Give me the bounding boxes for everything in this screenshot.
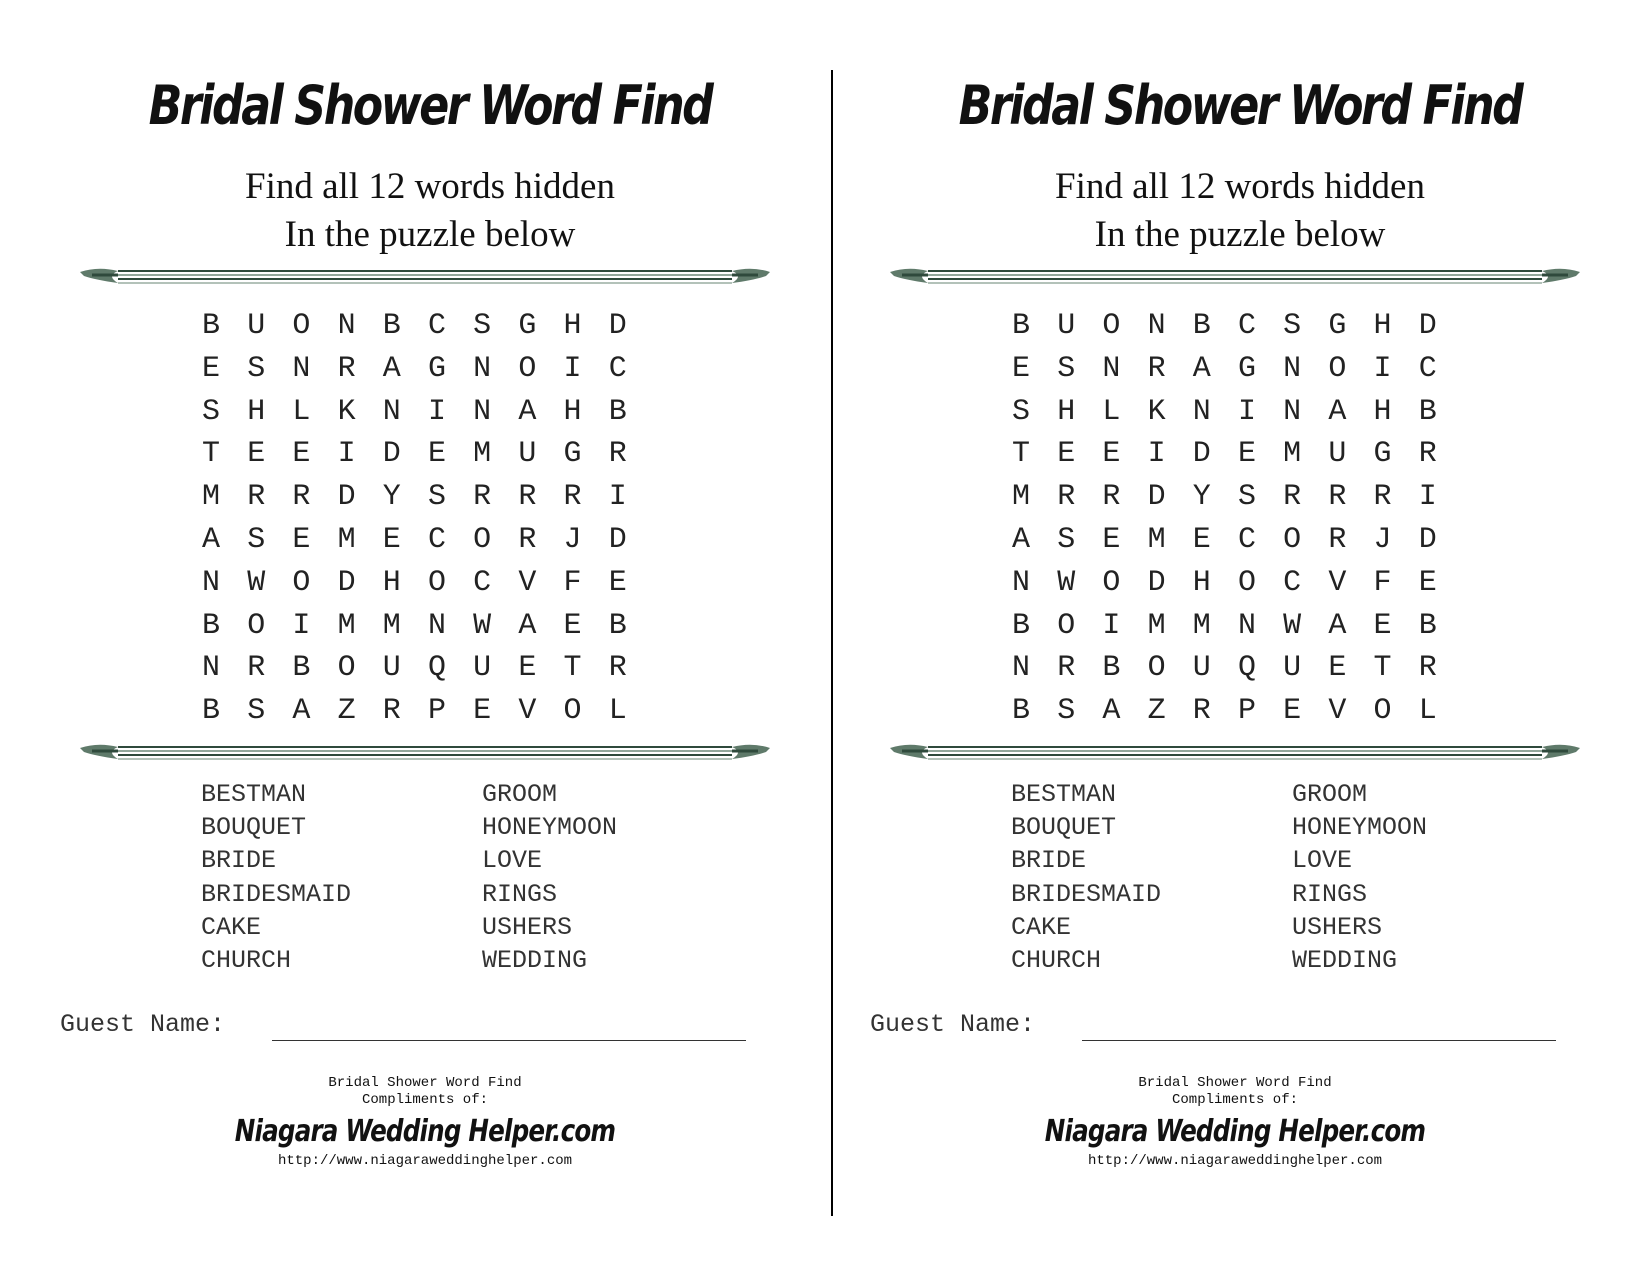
grid-letter: B: [1102, 651, 1121, 686]
grid-letter: S: [1057, 694, 1076, 729]
grid-letter: O: [427, 565, 446, 600]
grid-letter: A: [518, 608, 537, 643]
grid-letter: S: [473, 309, 492, 343]
grid-letter: D: [1192, 437, 1211, 472]
grid-letter: M: [1147, 522, 1166, 557]
grid-letter: G: [1328, 309, 1347, 343]
grid-letter: O: [473, 522, 492, 557]
grid-row: [202, 433, 654, 476]
grid-letter: M: [473, 437, 492, 472]
grid-letter: B: [1012, 694, 1031, 729]
grid-letter: T: [1373, 651, 1392, 686]
grid-letter: N: [202, 565, 221, 600]
guest-name-line[interactable]: [272, 1040, 746, 1041]
grid-letter: N: [1012, 565, 1031, 600]
word-list-item: LOVE: [482, 846, 543, 876]
grid-letter: F: [563, 565, 582, 600]
brand-logo-text: Niagara Wedding Helper.com: [1044, 1114, 1426, 1149]
grid-letter: B: [202, 694, 221, 729]
grid-letter: E: [1192, 522, 1211, 557]
grid-letter: V: [1328, 565, 1347, 600]
grid-letter: K: [337, 394, 356, 429]
grid-letter: E: [608, 565, 627, 600]
grid-letter: D: [337, 565, 356, 600]
grid-letter: N: [1283, 394, 1302, 429]
grid-letter: V: [518, 565, 537, 600]
grid-letter: A: [202, 522, 221, 557]
grid-letter: R: [608, 437, 627, 472]
grid-letter: D: [1147, 565, 1166, 600]
instruction-line-1: Find all 12 words hidden: [245, 166, 615, 207]
letter-grid: [1012, 305, 1464, 733]
grid-row: [202, 348, 654, 391]
grid-letter: O: [1057, 608, 1076, 643]
grid-letter: D: [1418, 522, 1437, 557]
grid-letter: P: [427, 694, 446, 729]
word-list-item: WEDDING: [482, 945, 588, 975]
grid-letter: B: [202, 608, 221, 643]
grid-row: [202, 476, 654, 519]
grid-letter: R: [1373, 480, 1392, 515]
word-list-item: HONEYMOON: [1292, 813, 1428, 843]
grid-letter: M: [202, 480, 221, 515]
grid-letter: O: [1147, 651, 1166, 686]
grid-letter: E: [247, 437, 266, 472]
grid-letter: C: [427, 309, 446, 343]
grid-letter: T: [202, 437, 221, 472]
grid-letter: E: [563, 608, 582, 643]
grid-letter: R: [382, 694, 401, 729]
grid-letter: O: [1102, 565, 1121, 600]
grid-letter: I: [1418, 480, 1437, 515]
grid-letter: N: [1283, 351, 1302, 386]
word-list-item: HONEYMOON: [482, 813, 618, 843]
grid-letter: M: [1283, 437, 1302, 472]
grid-letter: C: [1283, 565, 1302, 600]
grid-letter: Y: [382, 480, 401, 515]
grid-letter: U: [518, 437, 537, 472]
grid-letter: S: [247, 351, 266, 386]
grid-letter: N: [1012, 651, 1031, 686]
grid-letter: R: [1192, 694, 1211, 729]
grid-letter: M: [337, 608, 356, 643]
grid-letter: I: [608, 480, 627, 515]
grid-letter: O: [518, 351, 537, 386]
grid-letter: M: [1192, 608, 1211, 643]
grid-letter: R: [247, 651, 266, 686]
grid-letter: T: [1012, 437, 1031, 472]
grid-row: [1012, 348, 1464, 391]
word-list-item: WEDDING: [1292, 945, 1398, 975]
grid-letter: W: [1057, 565, 1076, 600]
grid-letter: N: [1147, 309, 1166, 343]
grid-letter: L: [1418, 694, 1437, 729]
grid-letter: N: [1237, 608, 1256, 643]
grid-row: [1012, 519, 1464, 562]
grid-letter: U: [1057, 309, 1076, 343]
grid-letter: R: [1283, 480, 1302, 515]
grid-letter: C: [427, 522, 446, 557]
grid-letter: R: [1328, 522, 1347, 557]
grid-letter: B: [1012, 309, 1031, 343]
grid-letter: B: [608, 394, 627, 429]
grid-letter: G: [518, 309, 537, 343]
grid-letter: Y: [1192, 480, 1211, 515]
grid-letter: A: [1012, 522, 1031, 557]
grid-letter: O: [1373, 694, 1392, 729]
word-list-item: BRIDESMAID: [1011, 879, 1162, 909]
grid-letter: R: [563, 480, 582, 515]
grid-letter: A: [292, 694, 311, 729]
grid-row: [202, 605, 654, 648]
grid-letter: E: [518, 651, 537, 686]
grid-letter: Q: [427, 651, 446, 686]
grid-letter: H: [247, 394, 266, 429]
word-list-item: RINGS: [482, 879, 558, 909]
grid-letter: H: [1373, 309, 1392, 343]
grid-letter: G: [1237, 351, 1256, 386]
grid-row: [1012, 305, 1464, 348]
grid-row: [1012, 562, 1464, 605]
grid-letter: B: [608, 608, 627, 643]
grid-letter: D: [1147, 480, 1166, 515]
grid-letter: B: [1418, 394, 1437, 429]
grid-letter: R: [473, 480, 492, 515]
grid-letter: R: [292, 480, 311, 515]
grid-letter: N: [427, 608, 446, 643]
guest-name-label: Guest Name:: [870, 1010, 1036, 1039]
ornamental-divider: [78, 262, 772, 292]
grid-letter: R: [337, 351, 356, 386]
guest-name-label: Guest Name:: [60, 1010, 226, 1039]
grid-letter: S: [427, 480, 446, 515]
grid-letter: B: [382, 309, 401, 343]
grid-letter: A: [1328, 608, 1347, 643]
grid-letter: E: [1012, 351, 1031, 386]
grid-letter: L: [1102, 394, 1121, 429]
footer-title: Bridal Shower Word Find: [328, 1075, 522, 1091]
grid-letter: E: [202, 351, 221, 386]
word-list-item: USHERS: [482, 912, 573, 942]
grid-letter: S: [202, 394, 221, 429]
grid-letter: I: [1373, 351, 1392, 386]
grid-letter: M: [1147, 608, 1166, 643]
grid-letter: B: [1012, 608, 1031, 643]
grid-row: [202, 391, 654, 434]
grid-letter: F: [1373, 565, 1392, 600]
grid-letter: N: [202, 651, 221, 686]
grid-letter: N: [292, 351, 311, 386]
ornamental-divider: [888, 262, 1582, 292]
word-list-item: BESTMAN: [201, 780, 307, 809]
grid-letter: A: [1328, 394, 1347, 429]
grid-letter: U: [1283, 651, 1302, 686]
grid-letter: N: [337, 309, 356, 343]
grid-letter: S: [1283, 309, 1302, 343]
brand-logo-text: Niagara Wedding Helper.com: [234, 1114, 616, 1149]
grid-letter: H: [563, 309, 582, 343]
word-list-item: LOVE: [1292, 846, 1353, 876]
grid-letter: D: [382, 437, 401, 472]
word-list-item: CAKE: [1011, 912, 1072, 942]
grid-letter: T: [563, 651, 582, 686]
footer-url: http://www.niagaraweddinghelper.com: [277, 1153, 573, 1169]
grid-letter: U: [473, 651, 492, 686]
grid-letter: M: [337, 522, 356, 557]
word-list-column2: [482, 778, 617, 977]
grid-letter: S: [1012, 394, 1031, 429]
grid-letter: L: [292, 394, 311, 429]
grid-letter: M: [382, 608, 401, 643]
grid-letter: U: [1328, 437, 1347, 472]
grid-letter: E: [1328, 651, 1347, 686]
grid-letter: E: [1237, 437, 1256, 472]
grid-letter: E: [292, 522, 311, 557]
grid-letter: C: [473, 565, 492, 600]
grid-letter: A: [1192, 351, 1211, 386]
instruction-line-2: In the puzzle below: [284, 214, 576, 255]
word-list-item: USHERS: [1292, 912, 1383, 942]
word-list-item: CHURCH: [1011, 945, 1102, 975]
grid-letter: D: [1418, 309, 1437, 343]
grid-letter: O: [1102, 309, 1121, 343]
grid-letter: S: [1057, 351, 1076, 386]
grid-letter: N: [473, 351, 492, 386]
grid-letter: R: [247, 480, 266, 515]
grid-letter: I: [1237, 394, 1256, 429]
word-list-item: BRIDESMAID: [201, 879, 352, 909]
grid-letter: E: [1373, 608, 1392, 643]
word-list-item: BOUQUET: [1011, 813, 1117, 843]
grid-letter: B: [1192, 309, 1211, 343]
word-list-column2: [1292, 778, 1427, 977]
grid-letter: B: [202, 309, 221, 343]
grid-letter: H: [1373, 394, 1392, 429]
word-find-card-right: [810, 0, 1620, 1275]
grid-letter: R: [608, 651, 627, 686]
grid-letter: I: [427, 394, 446, 429]
grid-row: [202, 562, 654, 605]
ornamental-divider: [888, 738, 1582, 768]
grid-letter: D: [337, 480, 356, 515]
ornamental-divider: [78, 738, 772, 768]
grid-letter: D: [608, 522, 627, 557]
grid-letter: E: [1102, 437, 1121, 472]
grid-letter: A: [382, 351, 401, 386]
guest-name-line[interactable]: [1082, 1040, 1556, 1041]
grid-letter: G: [563, 437, 582, 472]
instruction-line-1: Find all 12 words hidden: [1055, 166, 1425, 207]
grid-letter: C: [1237, 309, 1256, 343]
grid-letter: G: [427, 351, 446, 386]
grid-letter: P: [1237, 694, 1256, 729]
word-list-item: BRIDE: [1011, 846, 1087, 876]
grid-row: [202, 647, 654, 690]
grid-letter: E: [292, 437, 311, 472]
grid-letter: W: [247, 565, 266, 600]
grid-letter: O: [292, 309, 311, 343]
grid-letter: K: [1147, 394, 1166, 429]
grid-letter: W: [473, 608, 492, 643]
grid-letter: S: [247, 522, 266, 557]
instruction-line-2: In the puzzle below: [1094, 214, 1386, 255]
grid-letter: L: [608, 694, 627, 729]
grid-letter: R: [1328, 480, 1347, 515]
grid-row: [1012, 476, 1464, 519]
grid-letter: A: [1102, 694, 1121, 729]
grid-letter: E: [1057, 437, 1076, 472]
word-list-item: BESTMAN: [1011, 780, 1117, 809]
grid-letter: H: [1192, 565, 1211, 600]
grid-letter: E: [1102, 522, 1121, 557]
word-list-column1: [201, 778, 351, 977]
grid-letter: H: [382, 565, 401, 600]
grid-letter: C: [1418, 351, 1437, 386]
grid-letter: Q: [1237, 651, 1256, 686]
word-list-item: CHURCH: [201, 945, 292, 975]
grid-letter: R: [1418, 651, 1437, 686]
grid-letter: R: [518, 522, 537, 557]
grid-letter: O: [337, 651, 356, 686]
grid-row: [202, 305, 654, 348]
letter-grid: [202, 305, 654, 733]
grid-letter: U: [247, 309, 266, 343]
grid-letter: E: [1283, 694, 1302, 729]
grid-letter: V: [1328, 694, 1347, 729]
grid-letter: E: [427, 437, 446, 472]
grid-letter: B: [1418, 608, 1437, 643]
grid-letter: R: [1418, 437, 1437, 472]
footer-compliments: Compliments of:: [361, 1092, 489, 1108]
word-list-item: BOUQUET: [201, 813, 307, 843]
page-title: Bridal Shower Word Find: [148, 74, 712, 137]
grid-letter: O: [563, 694, 582, 729]
grid-letter: H: [563, 394, 582, 429]
footer-url: http://www.niagaraweddinghelper.com: [1087, 1153, 1383, 1169]
word-list-item: RINGS: [1292, 879, 1368, 909]
grid-letter: H: [1057, 394, 1076, 429]
word-list-item: BRIDE: [201, 846, 277, 876]
grid-letter: R: [1102, 480, 1121, 515]
word-find-card-left: [0, 0, 810, 1275]
grid-row: [1012, 391, 1464, 434]
grid-letter: I: [1147, 437, 1166, 472]
grid-letter: S: [1237, 480, 1256, 515]
grid-letter: O: [1237, 565, 1256, 600]
grid-row: [202, 690, 654, 733]
word-list-column1: [1011, 778, 1161, 977]
grid-row: [1012, 433, 1464, 476]
grid-letter: W: [1283, 608, 1302, 643]
grid-row: [1012, 605, 1464, 648]
grid-letter: Z: [1147, 694, 1166, 729]
grid-letter: R: [1057, 651, 1076, 686]
grid-letter: V: [518, 694, 537, 729]
grid-letter: N: [1102, 351, 1121, 386]
grid-letter: A: [518, 394, 537, 429]
grid-letter: I: [292, 608, 311, 643]
grid-letter: R: [1147, 351, 1166, 386]
grid-letter: E: [1418, 565, 1437, 600]
footer-compliments: Compliments of:: [1171, 1092, 1299, 1108]
grid-letter: O: [1328, 351, 1347, 386]
word-list-item: GROOM: [482, 780, 558, 809]
grid-letter: I: [337, 437, 356, 472]
grid-letter: N: [382, 394, 401, 429]
grid-letter: D: [608, 309, 627, 343]
footer-title: Bridal Shower Word Find: [1138, 1075, 1332, 1091]
grid-letter: M: [1012, 480, 1031, 515]
grid-letter: O: [292, 565, 311, 600]
grid-letter: Z: [337, 694, 356, 729]
grid-row: [1012, 647, 1464, 690]
grid-letter: E: [473, 694, 492, 729]
grid-letter: U: [382, 651, 401, 686]
grid-letter: J: [1373, 522, 1392, 557]
grid-letter: J: [563, 522, 582, 557]
grid-letter: N: [473, 394, 492, 429]
grid-letter: N: [1192, 394, 1211, 429]
grid-letter: C: [1237, 522, 1256, 557]
word-list-item: GROOM: [1292, 780, 1368, 809]
grid-letter: E: [382, 522, 401, 557]
grid-row: [202, 519, 654, 562]
grid-letter: O: [1283, 522, 1302, 557]
grid-letter: C: [608, 351, 627, 386]
grid-letter: S: [247, 694, 266, 729]
grid-letter: G: [1373, 437, 1392, 472]
grid-letter: R: [518, 480, 537, 515]
grid-letter: I: [1102, 608, 1121, 643]
grid-letter: R: [1057, 480, 1076, 515]
page-title: Bridal Shower Word Find: [958, 74, 1522, 137]
grid-letter: B: [292, 651, 311, 686]
grid-letter: I: [563, 351, 582, 386]
grid-letter: S: [1057, 522, 1076, 557]
grid-row: [1012, 690, 1464, 733]
word-list-item: CAKE: [201, 912, 262, 942]
grid-letter: U: [1192, 651, 1211, 686]
grid-letter: O: [247, 608, 266, 643]
